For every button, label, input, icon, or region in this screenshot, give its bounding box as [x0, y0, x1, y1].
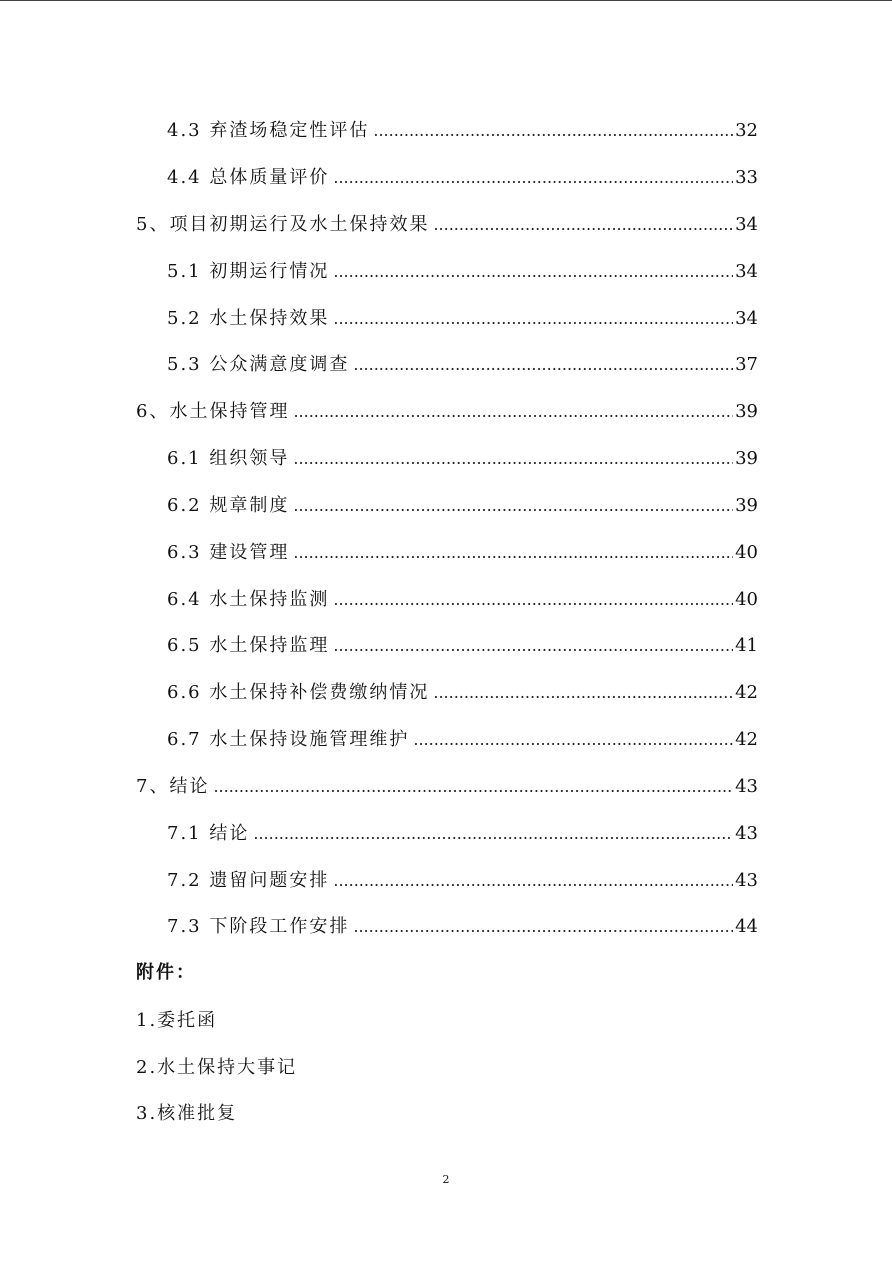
- toc-leader-dots: [333, 866, 733, 896]
- toc-leader-dots: [373, 116, 733, 146]
- toc-entry-page-number: 33: [735, 167, 758, 188]
- toc-entry[interactable]: [167, 725, 758, 755]
- toc-entry-page-number: 34: [735, 214, 758, 235]
- toc-entry-label: 6.2 规章制度: [167, 495, 290, 516]
- toc-entry[interactable]: [167, 116, 758, 146]
- toc-leader-dots: [413, 725, 733, 755]
- toc-entry-label: 7、结论: [136, 776, 210, 797]
- toc-entry[interactable]: [136, 397, 758, 427]
- toc-entry[interactable]: [167, 631, 758, 661]
- toc-entry-label: 7.3 下阶段工作安排: [167, 916, 350, 937]
- toc-leader-dots: [293, 397, 733, 427]
- toc-entry-page-number: 40: [735, 542, 758, 563]
- toc-entry[interactable]: [136, 772, 758, 802]
- toc-entry-label: 6.5 水土保持监理: [167, 635, 330, 656]
- toc-entry-page-number: 43: [735, 823, 758, 844]
- toc-entry[interactable]: [167, 819, 758, 849]
- toc-leader-dots: [293, 538, 733, 568]
- toc-leader-dots: [333, 163, 733, 193]
- toc-entry-label: 4.4 总体质量评价: [167, 167, 330, 188]
- toc-entry-label: 7.2 遗留问题安排: [167, 870, 330, 891]
- toc-entry-label: 5、项目初期运行及水土保持效果: [136, 214, 430, 235]
- toc-entry-page-number: 39: [735, 448, 758, 469]
- toc-entry-page-number: 37: [735, 354, 758, 375]
- toc-entry[interactable]: [136, 210, 758, 240]
- page-top-border: [0, 0, 892, 1]
- toc-entry-page-number: 39: [735, 401, 758, 422]
- toc-entry-page-number: 42: [735, 682, 758, 703]
- toc-entry-page-number: 34: [735, 308, 758, 329]
- toc-leader-dots: [333, 585, 733, 615]
- toc-entry[interactable]: [167, 912, 758, 942]
- toc-leader-dots: [253, 819, 733, 849]
- toc-entry-page-number: 32: [735, 120, 758, 141]
- toc-entry-page-number: 42: [735, 729, 758, 750]
- toc-entry-label: 5.2 水土保持效果: [167, 308, 330, 329]
- toc-entry[interactable]: [167, 585, 758, 615]
- toc-entry[interactable]: [167, 538, 758, 568]
- toc-entry[interactable]: [167, 257, 758, 287]
- toc-entry-label: 5.1 初期运行情况: [167, 261, 330, 282]
- toc-entry-label: 6.3 建设管理: [167, 542, 290, 563]
- toc-entry[interactable]: [167, 444, 758, 474]
- toc-leader-dots: [293, 444, 733, 474]
- toc-leader-dots: [333, 631, 733, 661]
- toc-entry-page-number: 43: [735, 776, 758, 797]
- appendix-item: 1.委托函: [136, 1010, 218, 1031]
- toc-entry-label: 4.3 弃渣场稳定性评估: [167, 120, 370, 141]
- toc-entry-page-number: 39: [735, 495, 758, 516]
- toc-entry[interactable]: [167, 163, 758, 193]
- toc-entry-page-number: 40: [735, 589, 758, 610]
- appendix-item: 3.核准批复: [136, 1103, 238, 1124]
- toc-entry-page-number: 41: [735, 635, 758, 656]
- toc-entry[interactable]: [167, 491, 758, 521]
- toc-entry-label: 6.6 水土保持补偿费缴纳情况: [167, 682, 430, 703]
- appendix-heading: 附件：: [136, 962, 196, 983]
- toc-entry-label: 6、水土保持管理: [136, 401, 290, 422]
- toc-leader-dots: [333, 257, 733, 287]
- toc-entry-label: 5.3 公众满意度调查: [167, 354, 350, 375]
- toc-entry-label: 6.1 组织领导: [167, 448, 290, 469]
- toc-entry-page-number: 34: [735, 261, 758, 282]
- toc-entry-page-number: 43: [735, 870, 758, 891]
- toc-leader-dots: [353, 912, 733, 942]
- toc-entry-label: 7.1 结论: [167, 823, 250, 844]
- page-number: 2: [442, 1173, 450, 1186]
- toc-entry[interactable]: [167, 678, 758, 708]
- toc-leader-dots: [353, 350, 733, 380]
- toc-entry[interactable]: [167, 304, 758, 334]
- toc-leader-dots: [433, 678, 733, 708]
- toc-entry[interactable]: [167, 350, 758, 380]
- toc-entry-page-number: 44: [735, 916, 758, 937]
- toc-leader-dots: [333, 304, 733, 334]
- toc-entry-label: 6.7 水土保持设施管理维护: [167, 729, 410, 750]
- toc-entry-label: 6.4 水土保持监测: [167, 589, 330, 610]
- appendix-item: 2.水土保持大事记: [136, 1057, 298, 1078]
- toc-leader-dots: [293, 491, 733, 521]
- toc-entry[interactable]: [167, 866, 758, 896]
- toc-leader-dots: [213, 772, 733, 802]
- toc-leader-dots: [433, 210, 733, 240]
